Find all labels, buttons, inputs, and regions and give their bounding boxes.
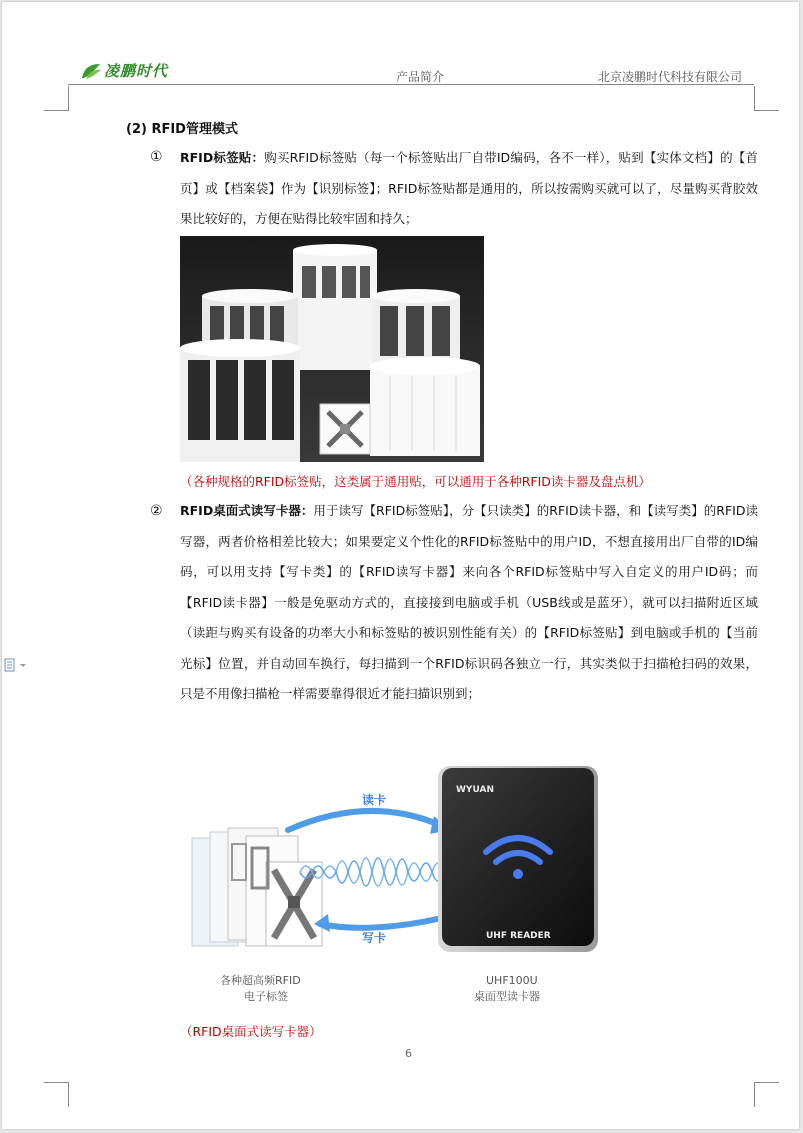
header-company-name: 北京凌鹏时代科技有限公司 [598,70,743,84]
read-label: 读卡 [362,793,387,807]
item-1-number: ① [150,149,163,165]
crop-mark-top-right [754,86,779,111]
company-logo [80,60,168,81]
document-outline-icon[interactable] [4,658,28,672]
item-1-body: 购买RFID标签贴（每一个标签贴出厂自带ID编码，各不一样），贴到【实体文档】的【首页】或【档案袋】作为【识别标签】；RFID标签贴都是通用的，所以按需购买就可以了，尽量购买背胶效果比较好的，方便在贴得比较牢固和持久； [180,150,758,226]
reader-caption-line-2: 桌面型读卡器 [474,990,540,1003]
rfid-reader-figure [180,752,620,1007]
tags-caption-line-2: 电子标签 [244,990,288,1003]
crop-mark-top-left [44,86,69,111]
header-rule [68,84,754,85]
item-1-caption: （各种规格的RFID标签贴，这类属于通用贴，可以通用于各种RFID读卡器及盘点机） [180,474,651,489]
device-brand: WYUAN [456,785,494,795]
tags-caption-line-1: 各种超高频RFID [220,974,301,987]
section-heading: (2) RFID管理模式 [126,122,238,137]
item-2-caption: （RFID桌面式读写卡器） [180,1024,322,1039]
item-2-paragraph [180,496,758,710]
uhf-reader-device [438,766,598,952]
write-label: 写卡 [362,931,387,945]
item-2-number: ② [150,503,163,519]
rfid-labels-photo [180,236,484,462]
crop-mark-bottom-right [754,1082,779,1107]
reader-caption-line-1: UHF100U [486,974,538,987]
crop-mark-bottom-left [44,1082,69,1107]
item-2-body: 用于读写【RFID标签贴】，分【只读类】的RFID读卡器，和【读写类】的RFID读写器，两者价格相差比较大；如果要定义个性化的RFID标签贴中的用户ID，不想直接用出厂自带的ID编码，可以用支持【写卡类】的【RFID读写卡器】来向各个RFID标签贴中写入自定义的用户ID码；而【RFID读卡器】一般是免驱动方式的，直接接到电脑或手机（USB线或是蓝牙），就可以扫描附近区域（读距与购买有设备的功率大小和标签贴的被识别性能有关）的【RFID标签贴】到电脑或手机的【当前光标】位置，并自动回车换行，每扫描到一个RFID标识码各独立一行，其实类似于扫描枪扫码的效果，只是不用像扫描枪一样需要靠得很近才能扫描识别到； [180,503,759,701]
item-2-title: RFID桌面式读写卡器： [180,503,314,518]
item-1-title: RFID标签贴： [180,150,265,165]
logo-text: 凌鹏时代 [104,62,169,80]
device-label: UHF READER [486,931,551,941]
page-number: 6 [405,1047,412,1060]
leaf-logo-icon [80,62,102,80]
header-center-title: 产品简介 [396,70,445,84]
item-1-paragraph [180,143,758,235]
rfid-tag-stack [192,828,322,946]
